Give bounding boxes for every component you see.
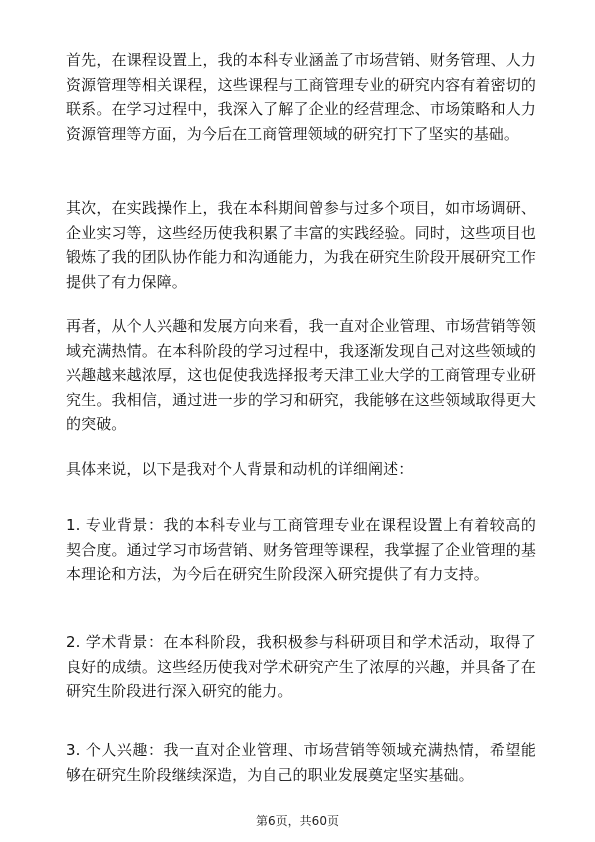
- list-item-professional-background: 1. 专业背景：我的本科专业与工商管理专业在课程设置上有着较高的契合度。通过学习市场营销、财务管理等课程，我掌握了企业管理的基本理论和方法，为今后在研究生阶段深入研究提供了有力支持。: [66, 516, 536, 583]
- list-item-personal-interest: 3. 个人兴趣：我一直对企业管理、市场营销等领域充满热情，希望能够在研究生阶段继续深造，为自己的职业发展奠定坚实基础。: [66, 741, 536, 784]
- paragraph-intro-details: 具体来说，以下是我对个人背景和动机的详细阐述：: [66, 460, 414, 478]
- paragraph-interest-direction: 再者，从个人兴趣和发展方向来看，我一直对企业管理、市场营销等领域充满热情。在本科阶段的学习过程中，我逐渐发现自己对这些领域的兴趣越来越浓厚，这也促使我选择报考天津工业大学的工商管理专业研究生。我相信，通过进一步的学习和研究，我能够在这些领域取得更大的突破。: [66, 317, 536, 433]
- paragraph-course-setting: 首先，在课程设置上，我的本科专业涵盖了市场营销、财务管理、人力资源管理等相关课程，这些课程与工商管理专业的研究内容有着密切的联系。在学习过程中，我深入了解了企业的经营理念、市场策略和人力资源管理等方面，为今后在工商管理领域的研究打下了坚实的基础。: [66, 51, 536, 143]
- page-number-footer: 第6页，共60页: [256, 814, 339, 828]
- paragraph-practice: 其次，在实践操作上，我在本科期间曾参与过多个项目，如市场调研、企业实习等，这些经历使我积累了丰富的实践经验。同时，这些项目也锻炼了我的团队协作能力和沟通能力，为我在研究生阶段开展研究工作提供了有力保障。: [66, 199, 536, 291]
- list-item-academic-background: 2. 学术背景：在本科阶段，我积极参与科研项目和学术活动，取得了良好的成绩。这些经历使我对学术研究产生了浓厚的兴趣，并具备了在研究生阶段进行深入研究的能力。: [66, 633, 536, 700]
